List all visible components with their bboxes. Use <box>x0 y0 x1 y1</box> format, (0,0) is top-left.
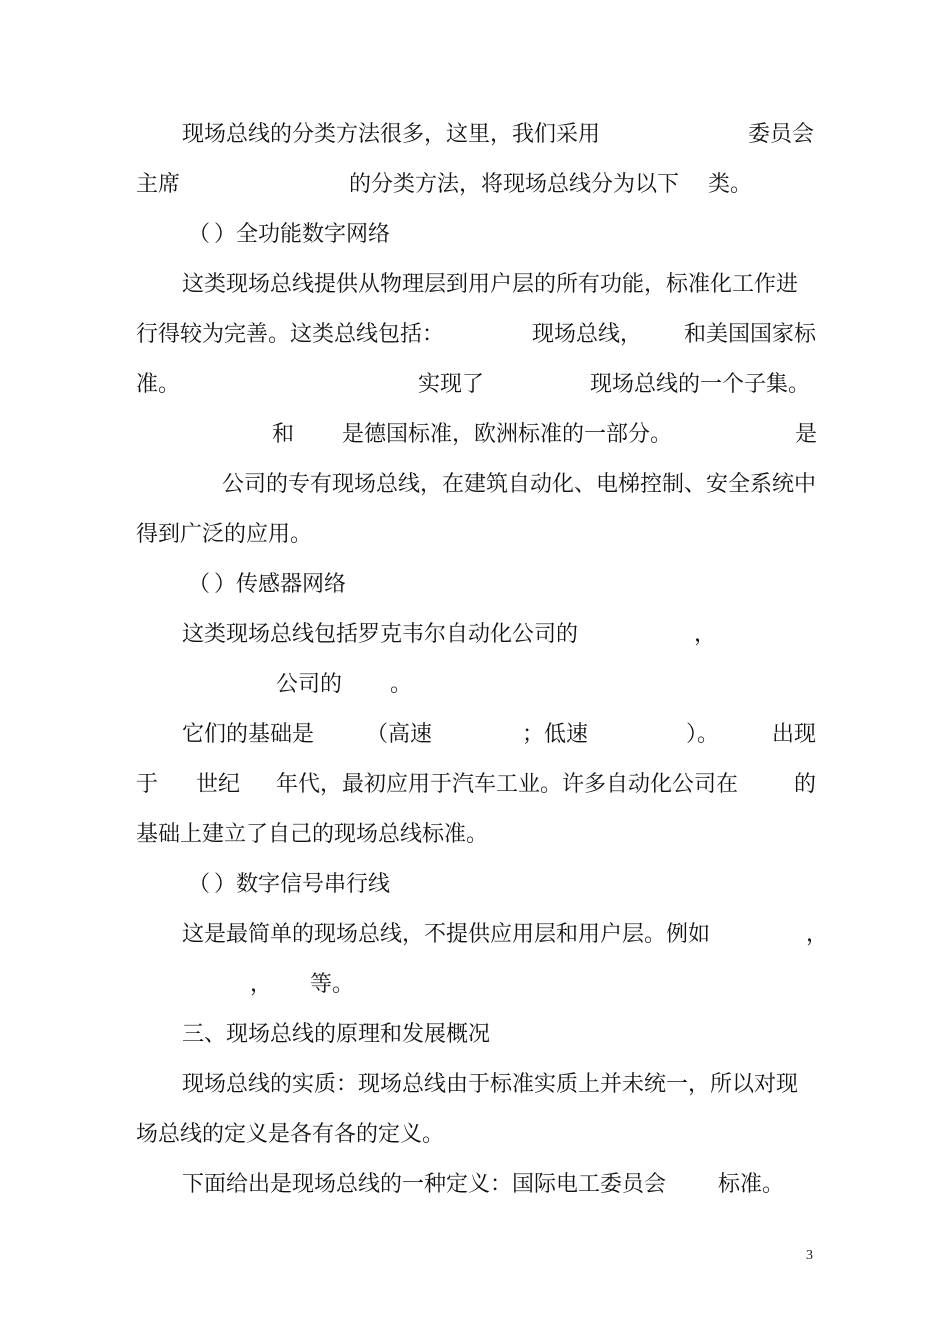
text-line-13-segment-3: ；低速 <box>522 722 589 747</box>
text-line-6-segment-3: 现场总线的一个子集。 <box>590 372 811 397</box>
text-line-12-segment-1: 公司的 <box>276 672 343 697</box>
text-line-19-segment-1: 三、现场总线的原理和发展概况 <box>182 1022 491 1047</box>
text-line-13-segment-5: 出现 <box>772 722 817 747</box>
text-line-2-segment-1: 主席 <box>136 172 181 197</box>
text-line-11-segment-2: ， <box>694 622 717 647</box>
text-line-5-segment-2: 现场总线， <box>532 322 643 347</box>
text-line-1-segment-2: 委员会 <box>748 122 815 147</box>
text-line-4-segment-1: 这类现场总线提供从物理层到用户层的所有功能，标准化工作进 <box>182 272 799 297</box>
text-line-20-segment-1: 现场总线的实质：现场总线由于标准实质上并未统一，所以对现 <box>182 1072 799 1097</box>
text-line-21-segment-1: 场总线的定义是各有各的定义。 <box>136 1122 445 1147</box>
text-line-8-segment-1: 公司的专有现场总线，在建筑自动化、电梯控制、安全系统中 <box>222 472 817 497</box>
text-line-7-segment-2: 是德国标准，欧洲标准的一部分。 <box>342 422 673 447</box>
text-line-1-segment-1: 现场总线的分类方法很多，这里，我们采用 <box>182 122 601 147</box>
text-line-14-segment-1: 于 <box>136 772 159 797</box>
text-line-13-segment-1: 它们的基础是 <box>182 722 315 747</box>
text-line-22-segment-2: 标准。 <box>718 1172 785 1197</box>
text-line-2-segment-3: 类。 <box>708 172 753 197</box>
text-line-14-segment-4: 的 <box>794 772 817 797</box>
text-line-7-segment-3: 是 <box>795 422 818 447</box>
text-line-9-segment-1: 得到广泛的应用。 <box>136 522 313 547</box>
text-line-10-segment-1: （ <box>188 572 211 597</box>
text-line-18-segment-2: 等。 <box>310 972 355 997</box>
text-line-13-segment-2: （高速 <box>366 722 433 747</box>
text-line-14-segment-3: 年代，最初应用于汽车工业。许多自动化公司在 <box>276 772 739 797</box>
text-line-11-segment-1: 这类现场总线包括罗克韦尔自动化公司的 <box>182 622 579 647</box>
text-line-2-segment-2: 的分类方法，将现场总线分为以下 <box>349 172 680 197</box>
text-line-15-segment-1: 基础上建立了自己的现场总线标准。 <box>136 822 489 847</box>
text-line-16-segment-1: （ <box>188 872 211 897</box>
text-line-17-segment-1: 这是最简单的现场总线，不提供应用层和用户层。例如 <box>182 922 711 947</box>
text-line-12-segment-2: 。 <box>390 672 413 697</box>
text-line-16-segment-2: ）数字信号串行线 <box>214 872 391 897</box>
text-line-3-segment-1: （ <box>188 222 211 247</box>
text-line-5-segment-1: 行得较为完善。这类总线包括： <box>136 322 445 347</box>
text-line-6-segment-1: 准。 <box>136 372 181 397</box>
text-line-7-segment-1: 和 <box>272 422 295 447</box>
text-line-5-segment-3: 和美国国家标 <box>684 322 817 347</box>
text-line-17-segment-2: ， <box>806 922 829 947</box>
text-line-18-segment-1: ， <box>250 972 273 997</box>
text-line-3-segment-2: ）全功能数字网络 <box>214 222 391 247</box>
text-line-6-segment-2: 实现了 <box>418 372 485 397</box>
text-line-10-segment-2: ）传感器网络 <box>214 572 347 597</box>
text-line-22-segment-1: 下面给出是现场总线的一种定义：国际电工委员会 <box>182 1172 667 1197</box>
text-line-14-segment-2: 世纪 <box>196 772 241 797</box>
page-number: 3 <box>806 1248 813 1263</box>
text-line-13-segment-4: ）。 <box>686 722 720 747</box>
